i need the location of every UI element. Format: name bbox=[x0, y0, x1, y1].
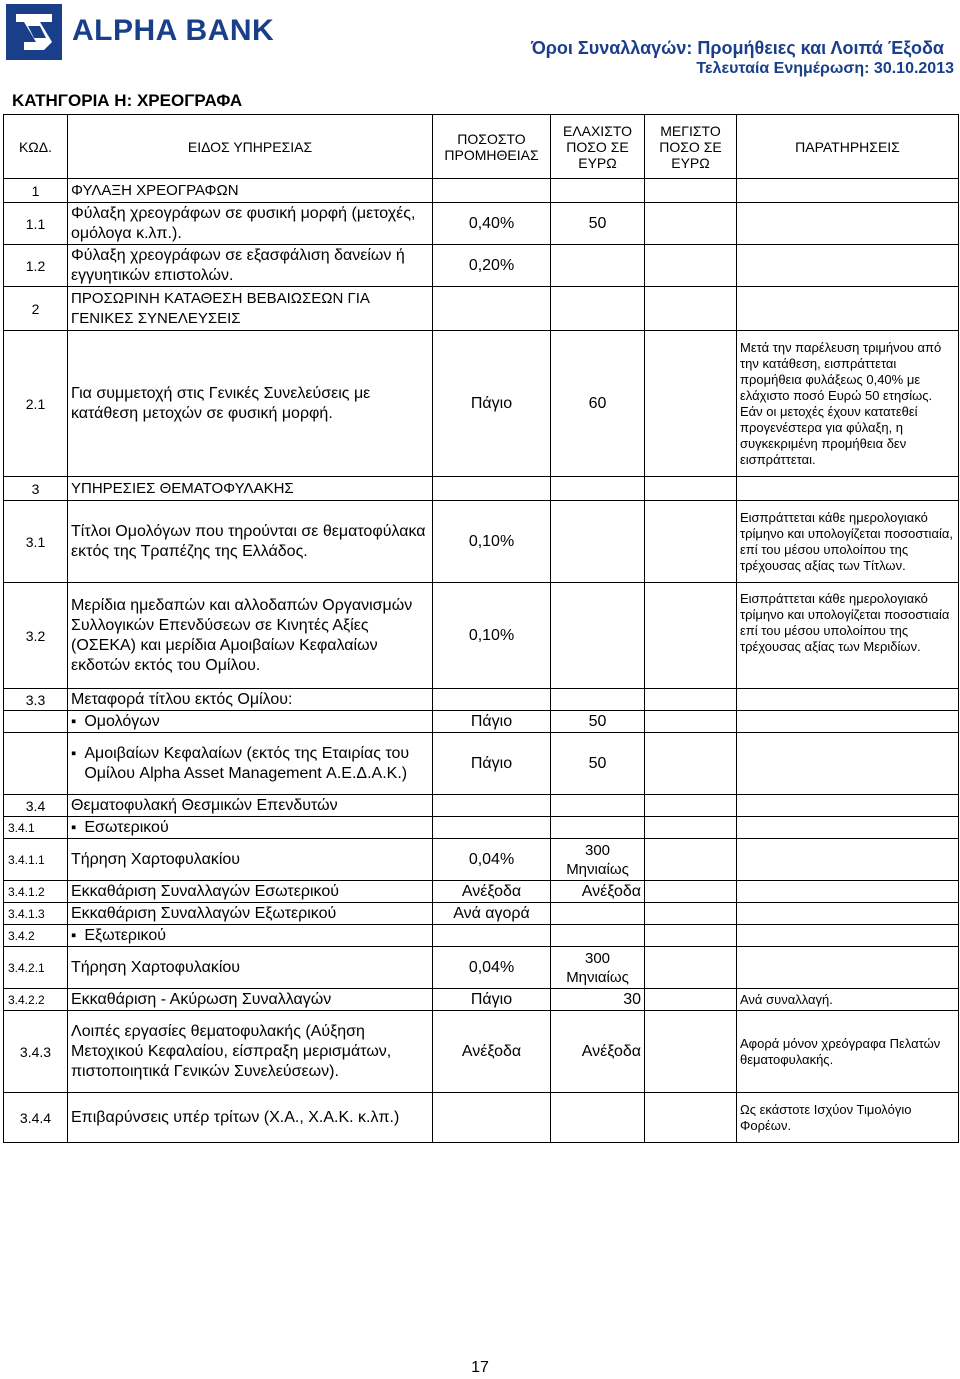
row-desc: Τήρηση Χαρτοφυλακίου bbox=[68, 947, 433, 989]
row-code: 3.3 bbox=[4, 689, 68, 711]
row-note: Αφορά μόνον χρεόγραφα Πελατών θεματοφυλακής. bbox=[737, 1011, 959, 1093]
row-desc: Για συμμετοχή στις Γενικές Συνελεύσεις με κατάθεση μετοχών σε φυσική μορφή. bbox=[68, 331, 433, 477]
row-desc: ΦΥΛΑΞΗ ΧΡΕΟΓΡΑΦΩΝ bbox=[68, 179, 433, 203]
col-notes-header: ΠΑΡΑΤΗΡΗΣΕΙΣ bbox=[737, 115, 959, 179]
table-header-row bbox=[4, 115, 959, 179]
row-code: 3.1 bbox=[4, 501, 68, 583]
row-rate: Πάγιο bbox=[433, 733, 551, 795]
row-code: 3.4.4 bbox=[4, 1093, 68, 1143]
table-row bbox=[4, 1011, 959, 1093]
table-row bbox=[4, 689, 959, 711]
page-number: 17 bbox=[471, 1359, 489, 1376]
table-row bbox=[4, 179, 959, 203]
table-row bbox=[4, 477, 959, 501]
row-desc: Λοιπές εργασίες θεματοφυλακής (Αύξηση Μετοχικού Κεφαλαίου, είσπραξη μερισμάτων, πιστοποιητικά Γενικών Συνελεύσεων). bbox=[68, 1011, 433, 1093]
table-row bbox=[4, 583, 959, 689]
brand-name: ALPHA BANK bbox=[72, 14, 275, 47]
table-row bbox=[4, 1093, 959, 1143]
row-min: Ανέξοδα bbox=[551, 881, 645, 903]
row-desc: Φύλαξη χρεογράφων σε εξασφάλιση δανείων ή εγγυητικών επιστολών. bbox=[68, 245, 433, 287]
row-desc: Τήρηση Χαρτοφυλακίου bbox=[68, 839, 433, 881]
row-desc: Θεματοφυλακή Θεσμικών Επενδυτών bbox=[68, 795, 433, 817]
row-min: 300 Μηνιαίως bbox=[551, 839, 645, 881]
row-rate: 0,04% bbox=[433, 947, 551, 989]
row-rate: Ανέξοδα bbox=[433, 881, 551, 903]
col-max-header: ΜΕΓΙΣΤΟ ΠΟΣΟ ΣΕ ΕΥΡΩ bbox=[645, 115, 737, 179]
row-min: 50 bbox=[551, 203, 645, 245]
row-desc: ▪ Εξωτερικού bbox=[71, 927, 166, 944]
last-updated: Τελευταία Ενημέρωση: 30.10.2013 bbox=[696, 60, 954, 77]
row-note: Μετά την παρέλευση τριμήνου από την κατάθεση, εισπράττεται προμήθεια φυλάξεως 0,40% με ελάχιστο ποσό Ευρώ 50 ετησίως. Εάν οι μετοχές έχουν κατατεθεί προγενέστερα για φύλαξη, η συγκεκριμένη προμήθεια δεν εισπράττεται. bbox=[737, 331, 959, 477]
row-desc: Εκκαθάριση Συναλλαγών Εσωτερικού bbox=[68, 881, 433, 903]
row-code: 3.4.1.3 bbox=[4, 903, 68, 925]
table-row bbox=[4, 501, 959, 583]
row-desc: Μεταφορά τίτλου εκτός Ομίλου: bbox=[68, 689, 433, 711]
col-type-header: ΕΙΔΟΣ ΥΠΗΡΕΣΙΑΣ bbox=[68, 115, 433, 179]
table-row bbox=[4, 925, 959, 947]
row-rate: Πάγιο bbox=[433, 989, 551, 1011]
table-row bbox=[4, 733, 959, 795]
row-code: 3.4.2 bbox=[4, 925, 68, 947]
row-code: 3.4.2.2 bbox=[4, 989, 68, 1011]
col-code-header: ΚΩΔ. bbox=[4, 115, 68, 179]
row-desc: ΠΡΟΣΩΡΙΝΗ ΚΑΤΑΘΕΣΗ ΒΕΒΑΙΩΣΕΩΝ ΓΙΑ ΓΕΝΙΚΕΣ ΣΥΝΕΛΕΥΣΕΙΣ bbox=[68, 287, 433, 331]
row-desc: ▪ Εσωτερικού bbox=[71, 819, 169, 836]
row-code: 1.2 bbox=[4, 245, 68, 287]
row-rate: Πάγιο bbox=[433, 711, 551, 733]
table-row bbox=[4, 711, 959, 733]
row-code: 3.2 bbox=[4, 583, 68, 689]
alpha-bank-logo-icon bbox=[6, 4, 62, 60]
row-min: 50 bbox=[551, 733, 645, 795]
row-code: 3.4.1 bbox=[4, 817, 68, 839]
row-code: 1.1 bbox=[4, 203, 68, 245]
table-row bbox=[4, 287, 959, 331]
table-row bbox=[4, 839, 959, 881]
row-note: Εισπράττεται κάθε ημερολογιακό τρίμηνο και υπολογίζεται ποσοστιαία, επί του μέσου υπολοίπου της τρέχουσας αξίας των Τίτλων. bbox=[737, 501, 959, 583]
row-rate: 0,04% bbox=[433, 839, 551, 881]
document-title: Όροι Συναλλαγών: Προμήθειες και Λοιπά Έξοδα bbox=[530, 38, 944, 58]
page-header bbox=[0, 0, 960, 80]
table-row bbox=[4, 881, 959, 903]
table-row bbox=[4, 331, 959, 477]
fees-table bbox=[3, 114, 959, 1143]
row-code: 1 bbox=[4, 179, 68, 203]
row-desc: Τίτλοι Ομολόγων που τηρούνται σε θεματοφύλακα εκτός της Τραπέζης της Ελλάδος. bbox=[68, 501, 433, 583]
row-desc: Φύλαξη χρεογράφων σε φυσική μορφή (μετοχές, ομόλογα κ.λπ.). bbox=[68, 203, 433, 245]
row-min: 50 bbox=[551, 711, 645, 733]
row-rate: 0,10% bbox=[433, 501, 551, 583]
row-code: 3.4.3 bbox=[4, 1011, 68, 1093]
row-code: 2 bbox=[4, 287, 68, 331]
row-min: 60 bbox=[551, 331, 645, 477]
table-row bbox=[4, 245, 959, 287]
row-code: 2.1 bbox=[4, 331, 68, 477]
row-desc: ΥΠΗΡΕΣΙΕΣ ΘΕΜΑΤΟΦΥΛΑΚΗΣ bbox=[68, 477, 433, 501]
row-code: 3.4.2.1 bbox=[4, 947, 68, 989]
row-code: 3.4 bbox=[4, 795, 68, 817]
row-min: 30 bbox=[551, 989, 645, 1011]
row-rate: Ανά αγορά bbox=[433, 903, 551, 925]
row-rate: 0,10% bbox=[433, 583, 551, 689]
row-desc: ▪ Ομολόγων bbox=[71, 713, 160, 730]
table-row bbox=[4, 947, 959, 989]
table-row bbox=[4, 795, 959, 817]
col-rate-header: ΠΟΣΟΣΤΟ ΠΡΟΜΗΘΕΙΑΣ bbox=[433, 115, 551, 179]
table-row bbox=[4, 989, 959, 1011]
row-desc: Επιβαρύνσεις υπέρ τρίτων (Χ.Α., Χ.Α.Κ. κ.λπ.) bbox=[68, 1093, 433, 1143]
row-min: Ανέξοδα bbox=[551, 1011, 645, 1093]
row-note: Ως εκάστοτε Ισχύον Τιμολόγιο Φορέων. bbox=[737, 1093, 959, 1143]
table-row bbox=[4, 203, 959, 245]
row-rate: 0,40% bbox=[433, 203, 551, 245]
row-note: Ανά συναλλαγή. bbox=[737, 989, 959, 1011]
row-desc: Μερίδια ημεδαπών και αλλοδαπών Οργανισμών Συλλογικών Επενδύσεων σε Κινητές Αξίες (ΟΣΕΚΑ) και μερίδια Αμοιβαίων Κεφαλαίων εκδοτών εκτός του Ομίλου. bbox=[68, 583, 433, 689]
row-desc: Αμοιβαίων Κεφαλαίων (εκτός της Εταιρίας του Ομίλου Alpha Asset Management Α.Ε.Δ.Α.Κ.) bbox=[84, 744, 410, 782]
row-rate: 0,20% bbox=[433, 245, 551, 287]
row-code: 3.4.1.1 bbox=[4, 839, 68, 881]
row-rate: Πάγιο bbox=[433, 331, 551, 477]
row-desc: Εκκαθάριση - Ακύρωση Συναλλαγών bbox=[68, 989, 433, 1011]
table-row bbox=[4, 903, 959, 925]
row-rate: Ανέξοδα bbox=[433, 1011, 551, 1093]
bullet-icon bbox=[71, 744, 84, 784]
col-min-header: ΕΛΑΧΙΣΤΟ ΠΟΣΟ ΣΕ ΕΥΡΩ bbox=[551, 115, 645, 179]
row-desc: Εκκαθάριση Συναλλαγών Εξωτερικού bbox=[68, 903, 433, 925]
table-row bbox=[4, 817, 959, 839]
row-code: 3 bbox=[4, 477, 68, 501]
row-code: 3.4.1.2 bbox=[4, 881, 68, 903]
row-note: Εισπράττεται κάθε ημερολογιακό τρίμηνο και υπολογίζεται ποσοστιαία επί του μέσου υπολοίπου της τρέχουσας αξίας των Μεριδίων. bbox=[737, 583, 959, 689]
category-title: ΚΑΤΗΓΟΡΙΑ Η: ΧΡΕΟΓΡΑΦΑ bbox=[12, 91, 243, 110]
row-min: 300 Μηνιαίως bbox=[551, 947, 645, 989]
